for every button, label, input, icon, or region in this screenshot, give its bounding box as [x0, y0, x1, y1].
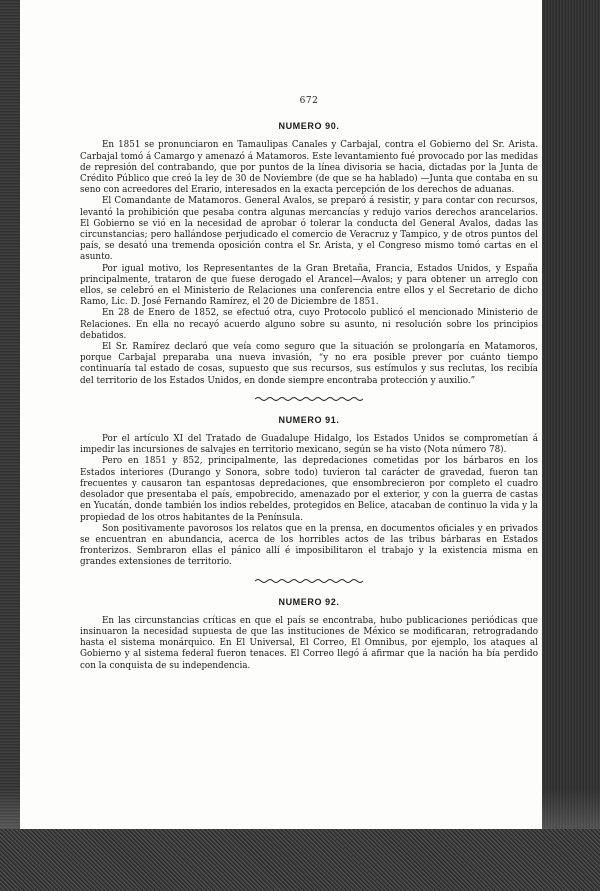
section-90	[80, 121, 538, 387]
paragraph: Son positivamente pavorosos los relatos que en la prensa, en documentos oficiales y en privados se encuentran en abundancia, acerca de los horribles actos de las tribus bárbaras en Estados fronterizos. Sembraron ellas el pánico allí é imposibilitaron el trabajo y la existencia misma en grandes extensiones de territorio.	[80, 523, 538, 568]
section-title: NUMERO 90.	[278, 121, 340, 132]
paragraph: Por el artículo XI del Tratado de Guadalupe Hidalgo, los Estados Unidos se comprometían á impedir las incursiones de salvajes en territorio mexicano, según se ha visto (Nota número 78).	[80, 434, 538, 456]
paragraph: En 1851 se pronunciaron en Tamaulipas Canales y Carbajal, contra el Gobierno del Sr. Arista. Carbajal tomó á Camargo y amenazó á Matamoros. Este levantamiento fué provocado por las medidas de represión del contrabando, que por puntos de la línea divisoria se hacia, dictadas por la Junta de Crédito Público que creó la ley de 30 de Noviembre (de que se ha hablado) —Junta que contaba en su seno con acreedores del Erario, interesados en la exacta percepción de los derechos de aduanas.	[80, 140, 538, 196]
paragraph: El Sr. Ramírez declaró que veía como seguro que la situación se prolongaría en Matamoros, porque Carbajal preparaba una nueva invasión, “y no era posible prever por cuánto tiempo continuaría tal estado de cosas, supuesto que sus recursos, sus estímulos y sus reclutas, los recibía del territorio de los Estados Unidos, en donde siempre encontraba protección y auxilio.”	[80, 342, 538, 386]
section-92	[80, 597, 538, 672]
section-title: NUMERO 91.	[278, 414, 340, 425]
paragraph: En 28 de Enero de 1852, se efectuó otra, cuyo Protocolo publicó el mencionado Ministerio de Relaciones. En ella no recayó acuerdo alguno sobre su asunto, ni resolución sobre los principios debatidos.	[80, 308, 538, 341]
wavy-divider	[255, 396, 363, 402]
section-91	[80, 415, 538, 569]
paragraph: Por igual motivo, los Representantes de la Gran Bretaña, Francia, Estados Unidos, y España principalmente, trataron de que fuese derogado el Arancel—Avalos; y para obtener un arreglo con ellos, se celebró en el Ministerio de Relaciones una conferencia entre ellos y el Secretario de dicho Ramo, Lic. D. José Fernando Ramírez, el 20 de Diciembre de 1851.	[80, 263, 538, 308]
paragraph: En las circunstancias críticas en que el país se encontraba, hubo publicaciones periódicas que insinuaron la necesidad supuesta de que las instituciones de México se modificaran, retrogradando hasta el sistema monárquico. En El Universal, El Correo, El Omnibus, por ejemplo, los ataques al Gobierno y al sistema federal fueron tenaces. El Correo llegó á afirmar que la nación ha bía perdido con la conquista de su independencia.	[80, 615, 538, 671]
wavy-divider	[255, 578, 363, 584]
scan-edge-left	[0, 0, 20, 891]
scan-edge-right	[542, 0, 600, 891]
paragraph: El Comandante de Matamoros. General Avalos, se preparó á resistir, y para contar con recursos, levantó la prohibición que pesaba contra algunas mercancías y redujo varios derechos arancelarios. El Gobierno se vió en la necesidad de aprobar ó tolerar la conducta del General Avalos, dadas las circunstancias; pero hallándose perjudicado el comercio de Veracruz y Tampico, y de otros puntos del país, se desató una tremenda oposición contra el Sr. Arista, y el Congreso mismo tomó cartas en el asunto.	[80, 196, 538, 263]
paragraph: Pero en 1851 y 852, principalmente, las depredaciones cometidas por los bárbaros en los Estados interiores (Durango y Sonora, sobre todo) tuvieron tal carácter de gravedad, fueron tan frecuentes y causaron tan espantosas depredaciones, que ensombrecieron por completo el cuadro desolador que presentaba el país, empobrecido, amenazado por el exterior, y con la guerra de castas en Yucatán, donde también los indios rebeldes, protegidos en Belice, atacaban de continuo la vida y la propiedad de los otros habitantes de la Península.	[80, 456, 538, 523]
page-content	[80, 96, 538, 672]
section-title: NUMERO 92.	[278, 596, 340, 607]
scan-edge-bottom	[0, 829, 600, 891]
page-number: 672	[299, 96, 319, 106]
